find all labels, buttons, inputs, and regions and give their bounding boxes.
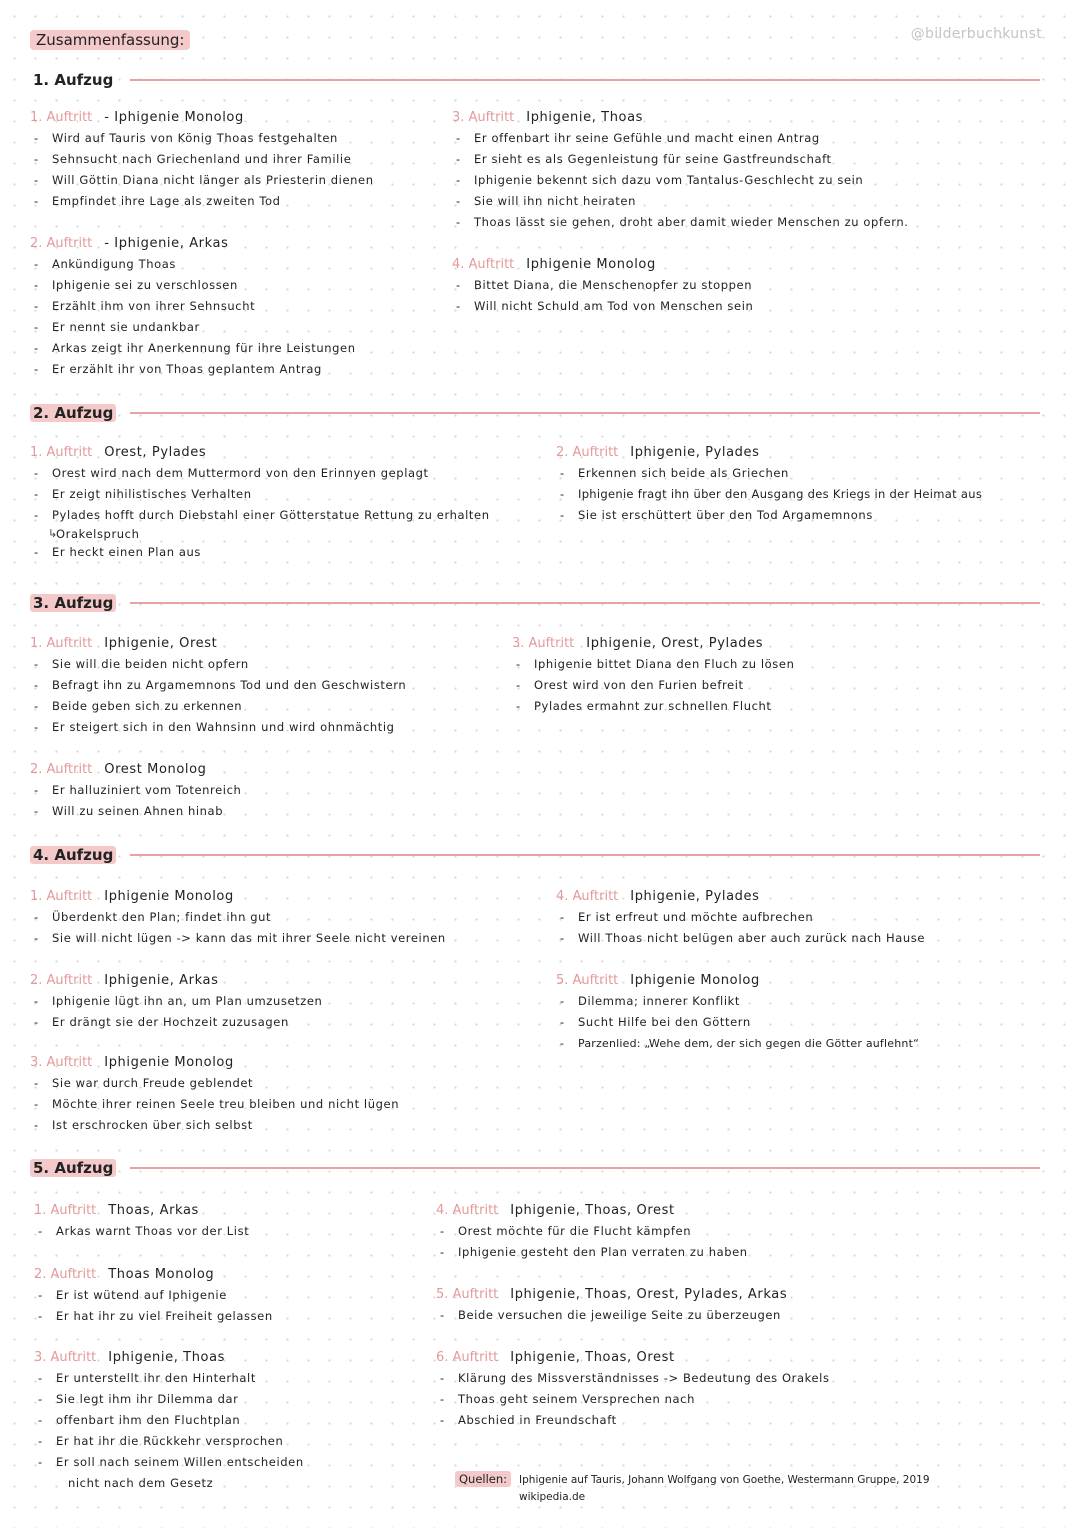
source-web: wikipedia.de — [519, 1491, 586, 1503]
auftritt-number: 4. Auftritt — [436, 1203, 499, 1218]
list-item: - Orest wird von den Furien befreit — [512, 675, 794, 696]
divider — [130, 412, 1040, 414]
list-item: - Iphigenie bekennt sich dazu vom Tantalus-Geschlecht zu sein — [452, 170, 909, 191]
auftritt-number: 1. Auftritt — [30, 110, 93, 125]
auftritt-persons: Iphigenie, Orest — [104, 636, 218, 651]
list-item: - Sie will die beiden nicht opfern — [30, 654, 406, 675]
list-item: - Überdenkt den Plan; findet ihn gut — [30, 907, 446, 928]
auftritt-persons: Iphigenie, Thoas, Orest, Pylades, Arkas — [510, 1287, 788, 1302]
list-item: - Parzenlied: „Wehe dem, der sich gegen die Götter auflehnt“ — [556, 1033, 919, 1054]
divider — [130, 1167, 1040, 1169]
list-item: - Er ist erfreut und möchte aufbrechen — [556, 907, 925, 928]
list-item: - Sie legt ihm ihr Dilemma dar — [34, 1389, 304, 1410]
list-item: - Will Thoas nicht belügen aber auch zurück nach Hause — [556, 928, 925, 949]
divider — [130, 854, 1040, 856]
auftritt-number: 3. Auftritt — [512, 636, 575, 651]
list-item: - Er soll nach seinem Willen entscheiden — [34, 1452, 304, 1473]
list-item: - Empfindet ihre Lage als zweiten Tod — [30, 191, 374, 212]
page-title: Zusammenfassung: — [30, 30, 190, 50]
auftritt-number: 2. Auftritt — [30, 762, 93, 777]
auftritt-persons: Iphigenie, Thoas — [108, 1350, 226, 1365]
auftritt-persons: Orest, Pylades — [104, 445, 207, 460]
list-subitem: ↳ Orakelspruch — [30, 526, 490, 542]
aufzug-label: 3. Aufzug — [30, 594, 116, 612]
auftritt-persons: Orest Monolog — [104, 762, 207, 777]
list-item: - Iphigenie lügt ihn an, um Plan umzusetzen — [30, 991, 322, 1012]
auftritt-persons: Iphigenie, Pylades — [630, 889, 760, 904]
list-item-continuation: nicht nach dem Gesetz — [68, 1476, 214, 1490]
aufzug-heading-5 — [30, 1156, 1040, 1180]
auftritt-block — [30, 633, 406, 738]
auftritt-block — [34, 1347, 304, 1494]
list-item: - Will nicht Schuld am Tod von Menschen sein — [452, 296, 753, 317]
list-item: - Beide versuchen die jeweilige Seite zu überzeugen — [436, 1305, 787, 1326]
auftritt-persons: Thoas Monolog — [108, 1267, 215, 1282]
list-item: - Iphigenie bittet Diana den Fluch zu lösen — [512, 654, 794, 675]
list-item: - Ist erschrocken über sich selbst — [30, 1115, 399, 1136]
list-item: - Er nennt sie undankbar — [30, 317, 356, 338]
list-item: - Beide geben sich zu erkennen — [30, 696, 406, 717]
auftritt-number: 2. Auftritt — [30, 236, 93, 251]
list-item: - Arkas zeigt ihr Anerkennung für ihre Leistungen — [30, 338, 356, 359]
list-item: - Iphigenie fragt ihn über den Ausgang des Kriegs in der Heimat aus — [556, 484, 982, 505]
list-item: - Erkennen sich beide als Griechen — [556, 463, 982, 484]
auftritt-number: 2. Auftritt — [556, 445, 619, 460]
auftritt-number: 3. Auftritt — [30, 1055, 93, 1070]
list-item: - Pylades ermahnt zur schnellen Flucht — [512, 696, 794, 717]
divider — [130, 602, 1040, 604]
aufzug-heading-2 — [30, 401, 1040, 425]
auftritt-number: 1. Auftritt — [30, 636, 93, 651]
list-item: - Erzählt ihm von ihrer Sehnsucht — [30, 296, 356, 317]
auftritt-block — [30, 442, 490, 563]
list-item: - Er halluziniert vom Totenreich — [30, 780, 241, 801]
auftritt-number: 2. Auftritt — [34, 1267, 97, 1282]
list-item: - Sie will ihn nicht heiraten — [452, 191, 909, 212]
auftritt-block — [30, 886, 446, 949]
auftritt-block — [34, 1200, 249, 1242]
list-item: - Sie ist erschüttert über den Tod Argamemnons — [556, 505, 982, 526]
auftritt-block — [34, 1264, 273, 1327]
list-item: - offenbart ihm den Fluchtplan — [34, 1410, 304, 1431]
list-item: - Ankündigung Thoas — [30, 254, 356, 275]
list-item: - Iphigenie sei zu verschlossen — [30, 275, 356, 296]
list-item: - Sie war durch Freude geblendet — [30, 1073, 399, 1094]
auftritt-number: 1. Auftritt — [30, 445, 93, 460]
auftritt-block — [556, 442, 982, 526]
auftritt-block — [452, 107, 909, 233]
auftritt-block — [452, 254, 753, 317]
list-item: - Bittet Diana, die Menschenopfer zu stoppen — [452, 275, 753, 296]
auftritt-persons: Iphigenie Monolog — [630, 973, 760, 988]
auftritt-number: 6. Auftritt — [436, 1350, 499, 1365]
auftritt-number: 5. Auftritt — [556, 973, 619, 988]
aufzug-label: 5. Aufzug — [30, 1159, 116, 1177]
auftritt-block — [436, 1200, 748, 1263]
list-item: - Thoas geht seinem Versprechen nach — [436, 1389, 830, 1410]
auftritt-persons: Iphigenie, Arkas — [104, 973, 219, 988]
list-item: - Pylades hofft durch Diebstahl einer Götterstatue Rettung zu erhalten — [30, 505, 490, 526]
auftritt-number: 2. Auftritt — [30, 973, 93, 988]
list-item: - Sehnsucht nach Griechenland und ihrer Familie — [30, 149, 374, 170]
aufzug-heading-1 — [30, 68, 1040, 92]
auftritt-block — [30, 107, 374, 212]
auftritt-persons: - Iphigenie Monolog — [104, 110, 244, 125]
aufzug-label: 1. Aufzug — [33, 71, 114, 89]
auftritt-block — [512, 633, 794, 717]
auftritt-persons: Iphigenie Monolog — [104, 1055, 234, 1070]
list-item: - Sie will nicht lügen -> kann das mit ihrer Seele nicht vereinen — [30, 928, 446, 949]
list-item: - Er sieht es als Gegenleistung für seine Gastfreundschaft — [452, 149, 909, 170]
list-item: - Befragt ihn zu Argamemnons Tod und den Geschwistern — [30, 675, 406, 696]
auftritt-block — [30, 759, 241, 822]
aufzug-label: 2. Aufzug — [30, 404, 116, 422]
divider — [130, 79, 1040, 81]
source-book: Iphigenie auf Tauris, Johann Wolfgang von Goethe, Westermann Gruppe, 2019 — [519, 1474, 930, 1486]
aufzug-heading-4 — [30, 843, 1040, 867]
list-item: - Er hat ihr zu viel Freiheit gelassen — [34, 1306, 273, 1327]
auftritt-number: 3. Auftritt — [452, 110, 515, 125]
sources-label: Quellen: — [455, 1471, 511, 1487]
auftritt-number: 3. Auftritt — [34, 1350, 97, 1365]
auftritt-persons: Iphigenie, Thoas, Orest — [510, 1203, 675, 1218]
list-item: - Er unterstellt ihr den Hinterhalt — [34, 1368, 304, 1389]
list-item: - Thoas lässt sie gehen, droht aber damit wieder Menschen zu opfern. — [452, 212, 909, 233]
list-item: - Iphigenie gesteht den Plan verraten zu haben — [436, 1242, 748, 1263]
list-item: - Abschied in Freundschaft — [436, 1410, 830, 1431]
list-item: - Er hat ihr die Rückkehr versprochen — [34, 1431, 304, 1452]
list-item: - Orest wird nach dem Muttermord von den Erinnyen geplagt — [30, 463, 490, 484]
auftritt-number: 4. Auftritt — [452, 257, 515, 272]
list-item: - Er drängt sie der Hochzeit zuzusagen — [30, 1012, 322, 1033]
auftritt-persons: Iphigenie Monolog — [104, 889, 234, 904]
list-item: - Klärung des Missverständnisses -> Bedeutung des Orakels — [436, 1368, 830, 1389]
auftritt-number: 1. Auftritt — [30, 889, 93, 904]
aufzug-label: 4. Aufzug — [30, 846, 116, 864]
auftritt-persons: Thoas, Arkas — [108, 1203, 199, 1218]
auftritt-number: 5. Auftritt — [436, 1287, 499, 1302]
list-item: - Er zeigt nihilistisches Verhalten — [30, 484, 490, 505]
auftritt-persons: Iphigenie, Thoas, Orest — [510, 1350, 675, 1365]
list-item: - Er ist wütend auf Iphigenie — [34, 1285, 273, 1306]
auftritt-persons: - Iphigenie, Arkas — [104, 236, 229, 251]
list-item: - Wird auf Tauris von König Thoas festgehalten — [30, 128, 374, 149]
list-item: - Er steigert sich in den Wahnsinn und wird ohnmächtig — [30, 717, 406, 738]
auftritt-block — [30, 1052, 399, 1136]
auftritt-block — [30, 233, 356, 380]
auftritt-block — [436, 1347, 830, 1431]
list-item: - Möchte ihrer reinen Seele treu bleiben und nicht lügen — [30, 1094, 399, 1115]
list-item: - Will Göttin Diana nicht länger als Priesterin dienen — [30, 170, 374, 191]
list-item: - Will zu seinen Ahnen hinab — [30, 801, 241, 822]
list-item: - Er offenbart ihr seine Gefühle und macht einen Antrag — [452, 128, 909, 149]
auftritt-number: 1. Auftritt — [34, 1203, 97, 1218]
auftritt-block — [556, 970, 919, 1054]
list-item: - Sucht Hilfe bei den Göttern — [556, 1012, 919, 1033]
watermark: @bilderbuchkunst — [910, 26, 1042, 42]
auftritt-block — [30, 970, 322, 1033]
list-item: - Orest möchte für die Flucht kämpfen — [436, 1221, 748, 1242]
auftritt-persons: Iphigenie Monolog — [526, 257, 656, 272]
list-item: - Er erzählt ihr von Thoas geplantem Antrag — [30, 359, 356, 380]
list-item: - Arkas warnt Thoas vor der List — [34, 1221, 249, 1242]
auftritt-persons: Iphigenie, Pylades — [630, 445, 760, 460]
list-item: - Dilemma; innerer Konflikt — [556, 991, 919, 1012]
list-item: - Er heckt einen Plan aus — [30, 542, 490, 563]
auftritt-block — [436, 1284, 787, 1326]
auftritt-block — [556, 886, 925, 949]
auftritt-number: 4. Auftritt — [556, 889, 619, 904]
auftritt-persons: Iphigenie, Orest, Pylades — [586, 636, 764, 651]
sources — [455, 1471, 930, 1506]
aufzug-heading-3 — [30, 591, 1040, 615]
auftritt-persons: Iphigenie, Thoas — [526, 110, 644, 125]
